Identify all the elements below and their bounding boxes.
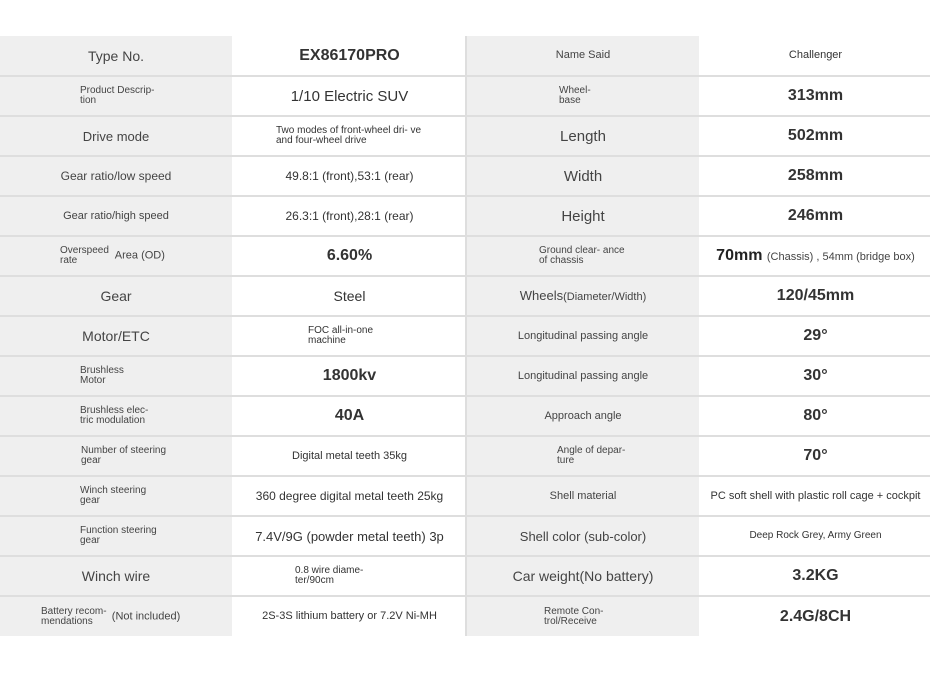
- label-winch-wire: Winch wire: [0, 556, 233, 596]
- label-departure-angle: [466, 436, 700, 476]
- label-winch-steering-gear: [0, 476, 233, 516]
- label-steering-gear-count-text: Number of steering gear: [81, 445, 167, 466]
- label-product-description-text: Product Descrip- tion: [80, 85, 155, 106]
- label-shell-material: Shell material: [466, 476, 700, 516]
- value-winch-wire-text: 0.8 wire diame- ter/90cm: [295, 565, 364, 586]
- label-function-steering-gear-text: Function steering gear: [80, 525, 157, 546]
- table-row: [0, 556, 930, 596]
- label-departure-angle-text: Angle of depar- ture: [557, 445, 626, 466]
- label-shell-color: Shell color (sub-color): [466, 516, 700, 556]
- label-wheels-text: Wheels: [519, 288, 564, 303]
- label-length: Length: [466, 116, 700, 156]
- value-shell-material: PC soft shell with plastic roll cage + cockpit: [700, 476, 930, 516]
- table-row: [0, 76, 930, 116]
- label-remote-control-text: Remote Con- trol/Receive: [544, 605, 604, 627]
- value-function-steering-gear: 7.4V/9G (powder metal teeth) 3p: [233, 516, 466, 556]
- value-motor-etc: [233, 316, 466, 356]
- label-car-weight-note: (No battery): [579, 568, 654, 584]
- label-ground-clearance-text: Ground clear- ance of chassis: [539, 245, 625, 266]
- table-row: [0, 196, 930, 236]
- value-name: Challenger: [700, 36, 930, 76]
- label-brushless-esc-text: Brushless elec- tric modulation: [80, 405, 149, 426]
- label-motor-etc: Motor/ETC: [0, 316, 233, 356]
- value-gear: Steel: [233, 276, 466, 316]
- label-winch-steering-gear-text: Winch steering gear: [80, 485, 147, 506]
- value-height: 246mm: [700, 196, 930, 236]
- table-row: [0, 356, 930, 396]
- table-row: [0, 436, 930, 476]
- spec-table: [0, 36, 930, 636]
- label-name: Name Said: [466, 36, 700, 76]
- value-longitudinal-angle-2: 30°: [700, 356, 930, 396]
- table-row: [0, 516, 930, 556]
- label-brushless-motor: [0, 356, 233, 396]
- label-battery-not-included: (Not included): [111, 610, 181, 623]
- label-function-steering-gear: [0, 516, 233, 556]
- label-steering-gear-count: [0, 436, 233, 476]
- label-longitudinal-angle-2: Longitudinal passing angle: [466, 356, 700, 396]
- value-gear-ratio-high: 26.3:1 (front),28:1 (rear): [233, 196, 466, 236]
- table-row: [0, 476, 930, 516]
- value-overspeed-rate: 6.60%: [233, 236, 466, 276]
- value-winch-steering-gear: 360 degree digital metal teeth 25kg: [233, 476, 466, 516]
- value-drive-mode-text: Two modes of front-wheel dri- ve and four-wheel drive: [276, 125, 422, 146]
- value-type-no: EX86170PRO: [233, 36, 466, 76]
- table-row: [0, 596, 930, 636]
- label-height: Height: [466, 196, 700, 236]
- table-row: [0, 156, 930, 196]
- value-ground-clearance-main: 70mm: [716, 247, 763, 264]
- value-approach-angle: 80°: [700, 396, 930, 436]
- label-overspeed-rate-text: Overspeed rate: [60, 245, 109, 266]
- value-gear-ratio-low: 49.8:1 (front),53:1 (rear): [233, 156, 466, 196]
- label-width: Width: [466, 156, 700, 196]
- value-remote-control: 2.4G/8CH: [700, 596, 930, 636]
- value-product-description: 1/10 Electric SUV: [233, 76, 466, 116]
- label-approach-angle: Approach angle: [466, 396, 700, 436]
- value-width: 258mm: [700, 156, 930, 196]
- label-gear: Gear: [0, 276, 233, 316]
- value-wheelbase: 313mm: [700, 76, 930, 116]
- label-product-description: [0, 76, 233, 116]
- label-battery-recommendations-text: Battery recom- mendations: [41, 605, 107, 627]
- label-brushless-motor-text: Brushless Motor: [80, 365, 124, 386]
- value-wheels: 120/45mm: [700, 276, 930, 316]
- label-overspeed-area: Area (OD): [114, 249, 165, 262]
- value-battery-recommendations: 2S-3S lithium battery or 7.2V Ni-MH: [233, 596, 466, 636]
- value-length: 502mm: [700, 116, 930, 156]
- label-wheels-note: (Diameter/Width): [563, 291, 647, 303]
- value-shell-color: Deep Rock Grey, Army Green: [700, 516, 930, 556]
- label-car-weight: [466, 556, 700, 596]
- value-ground-clearance-note: (Chassis) , 54mm (bridge box): [766, 251, 915, 263]
- value-departure-angle: 70°: [700, 436, 930, 476]
- table-row: [0, 36, 930, 76]
- value-ground-clearance: [700, 236, 930, 276]
- label-battery-recommendations: [0, 596, 233, 636]
- table-row: [0, 116, 930, 156]
- value-winch-wire: [233, 556, 466, 596]
- label-wheelbase-text: Wheel- base: [559, 85, 591, 106]
- label-wheelbase: [466, 76, 700, 116]
- table-row: [0, 236, 930, 276]
- label-gear-ratio-low: Gear ratio/low speed: [0, 156, 233, 196]
- value-steering-gear-count: Digital metal teeth 35kg: [233, 436, 466, 476]
- label-drive-mode: Drive mode: [0, 116, 233, 156]
- label-brushless-esc: [0, 396, 233, 436]
- table-row: [0, 316, 930, 356]
- value-brushless-motor: 1800kv: [233, 356, 466, 396]
- label-wheels: [466, 276, 700, 316]
- label-car-weight-text: Car weight: [512, 568, 580, 584]
- table-row: [0, 276, 930, 316]
- label-remote-control: [466, 596, 700, 636]
- label-gear-ratio-high: Gear ratio/high speed: [0, 196, 233, 236]
- label-overspeed-rate: [0, 236, 233, 276]
- value-car-weight: 3.2KG: [700, 556, 930, 596]
- value-brushless-esc: 40A: [233, 396, 466, 436]
- value-drive-mode: [233, 116, 466, 156]
- label-type-no: Type No.: [0, 36, 233, 76]
- label-longitudinal-angle-1: Longitudinal passing angle: [466, 316, 700, 356]
- value-longitudinal-angle-1: 29°: [700, 316, 930, 356]
- table-row: [0, 396, 930, 436]
- value-motor-etc-text: FOC all-in-one machine: [308, 325, 374, 346]
- label-ground-clearance: [466, 236, 700, 276]
